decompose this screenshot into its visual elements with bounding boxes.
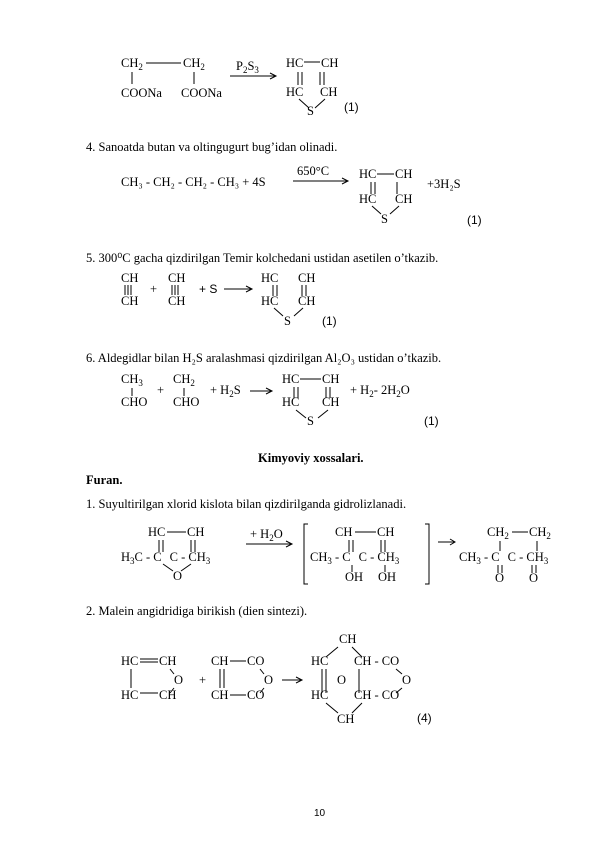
reaction-1-scheme	[0, 0, 595, 130]
f2-p-chco1: CH - CO	[354, 654, 400, 668]
f1-p-o2: O	[529, 571, 539, 585]
f2-p-o-ring: O	[402, 673, 412, 687]
f2-r2-co1: CO	[247, 654, 265, 668]
r1-reagent: $P_2S_3$	[236, 59, 259, 75]
item6-p-b4	[296, 410, 306, 418]
f2-r1-ch1: CH	[159, 654, 177, 668]
f1-m-ch1: CH	[335, 525, 353, 539]
item6-r-cho1: CHO	[121, 395, 148, 409]
r1-p-b5	[315, 99, 325, 108]
f1-bracket-right	[425, 524, 429, 584]
r1-p-s: S	[307, 104, 314, 118]
r1-p-ch2: CH	[320, 85, 338, 99]
f2-p-chco2: CH - CO	[354, 688, 400, 702]
item4-p-s: S	[381, 212, 388, 226]
item4-p-hc2: HC	[359, 192, 377, 206]
item4-p-ch2: CH	[395, 192, 413, 206]
r1-tag: (1)	[344, 100, 359, 114]
item5-p-hc1: HC	[261, 271, 279, 285]
item4-equation: CH₃ - CH₂ - CH₂ - CH₃ + 4S	[121, 175, 266, 189]
item5-p-ch2: CH	[298, 294, 316, 308]
f2-p-ch-bottom: CH	[337, 712, 355, 726]
r1-coona-left: COONa	[121, 86, 162, 100]
f2-p-ch-top: CH	[339, 632, 357, 646]
item5-plus2: + S	[199, 282, 218, 296]
r1-ch2-right: $CH_2$	[183, 56, 205, 72]
item6-p-b5	[318, 410, 328, 418]
r1-ch2-left: $CH_2$	[121, 56, 143, 72]
item6-plus2: + $H_2S$	[210, 383, 241, 399]
item4-tag: (1)	[467, 213, 482, 227]
f2-r2-ch1: CH	[211, 654, 229, 668]
item4-p-ch1: CH	[395, 167, 413, 181]
item5-text: 5. 300⁰C gacha qizdirilgan Temir kolchedani ustidan asetilen o’tkazib.	[86, 251, 439, 265]
f1-r-o: O	[173, 569, 183, 583]
item5-p-b3	[274, 308, 283, 316]
f1-p-ch2b: $CH_2$	[529, 525, 551, 541]
furan1-text: 1. Suyultirilgan xlorid kislota bilan qizdirilganda gidrolizlanadi.	[86, 497, 407, 511]
item6-r-cho2: CHO	[173, 395, 200, 409]
f1-cond: + $H_2O$	[250, 527, 283, 543]
f2-r2-co2: CO	[247, 688, 265, 702]
furan-subheading: Furan.	[86, 473, 123, 487]
f1-r-row2: $H_3C$ - C C - $CH_3$	[121, 550, 211, 566]
item6-plus1: +	[157, 383, 165, 397]
item6-p-ch2: CH	[322, 395, 340, 409]
f1-r-b5	[181, 564, 191, 571]
item5-r-ch3: CH	[168, 271, 186, 285]
f2-r2-ch2: CH	[211, 688, 229, 702]
item6-p-hc2: HC	[282, 395, 300, 409]
furan2-scheme	[0, 625, 595, 735]
item5-p-s: S	[284, 314, 291, 328]
item5-scheme	[0, 268, 595, 333]
f2-r1-hc2: HC	[121, 688, 139, 702]
item5-r-ch4: CH	[168, 294, 186, 308]
item4-condition: 650°C	[297, 164, 330, 178]
f1-r-hc: HC	[148, 525, 166, 539]
f2-r2-o: O	[264, 673, 274, 687]
r1-p-hc2: HC	[286, 85, 304, 99]
furan2-text: 2. Malein angidridiga birikish (dien sintezi).	[86, 604, 308, 618]
f2-r1-hc1: HC	[121, 654, 139, 668]
f1-p-row2: $CH_3$ - C C - $CH_3$	[459, 550, 549, 566]
r1-p-hc1: HC	[286, 56, 304, 70]
f2-p-hc1: HC	[311, 654, 329, 668]
f1-p-o1: O	[495, 571, 505, 585]
f2-p-hc2: HC	[311, 688, 329, 702]
page-number: 10	[314, 808, 326, 819]
item5-tag: (1)	[322, 314, 337, 328]
f1-m-row2: $CH_3$ - C C - $CH_3$	[310, 550, 400, 566]
r1-coona-right: COONa	[181, 86, 222, 100]
f2-r1-o: O	[174, 673, 184, 687]
item6-scheme	[0, 368, 595, 430]
item4-text: 4. Sanoatda butan va oltingugurt bug’idan olinadi.	[86, 140, 338, 154]
section-heading: Kimyoviy xossalari.	[258, 451, 364, 465]
item5-p-b4	[294, 308, 303, 316]
item6-p-s: S	[307, 414, 314, 428]
f2-plus: +	[199, 673, 207, 687]
item5-r-ch1: CH	[121, 271, 139, 285]
item6-r-ch3: $CH_3$	[121, 372, 143, 388]
f2-r1-ch2: CH	[159, 688, 177, 702]
f2-tag: (4)	[417, 711, 432, 725]
f2-p-o-bridge: O	[337, 673, 347, 687]
item4-p-b4	[372, 206, 381, 214]
f1-p-ch2a: $CH_2$	[487, 525, 509, 541]
furan1-scheme	[0, 520, 595, 590]
f1-r-b4	[163, 564, 173, 571]
item6-byproducts: + $H_2-$ $2H_2O$	[350, 383, 410, 399]
item5-plus1: +	[150, 282, 158, 296]
item4-scheme	[0, 160, 595, 230]
item6-p-ch1: CH	[322, 372, 340, 386]
item4-p-hc1: HC	[359, 167, 377, 181]
f1-m-oh2: OH	[378, 570, 397, 584]
item6-text: 6. Aldegidlar bilan H₂S aralashmasi qizdirilgan Al₂O₃ ustidan o’tkazib.	[86, 351, 442, 365]
item6-tag: (1)	[424, 414, 439, 428]
item5-r-ch2: CH	[121, 294, 139, 308]
f1-m-oh1: OH	[345, 570, 364, 584]
item5-p-hc2: HC	[261, 294, 279, 308]
item4-byproduct: +3H₂S	[427, 177, 461, 191]
f1-r-ch: CH	[187, 525, 205, 539]
item4-p-b5	[390, 206, 399, 214]
f1-bracket-left	[304, 524, 308, 584]
item6-r-ch2: $CH_2$	[173, 372, 195, 388]
item5-p-ch1: CH	[298, 271, 316, 285]
f1-m-ch2: CH	[377, 525, 395, 539]
item6-p-hc1: HC	[282, 372, 300, 386]
r1-p-ch1: CH	[321, 56, 339, 70]
